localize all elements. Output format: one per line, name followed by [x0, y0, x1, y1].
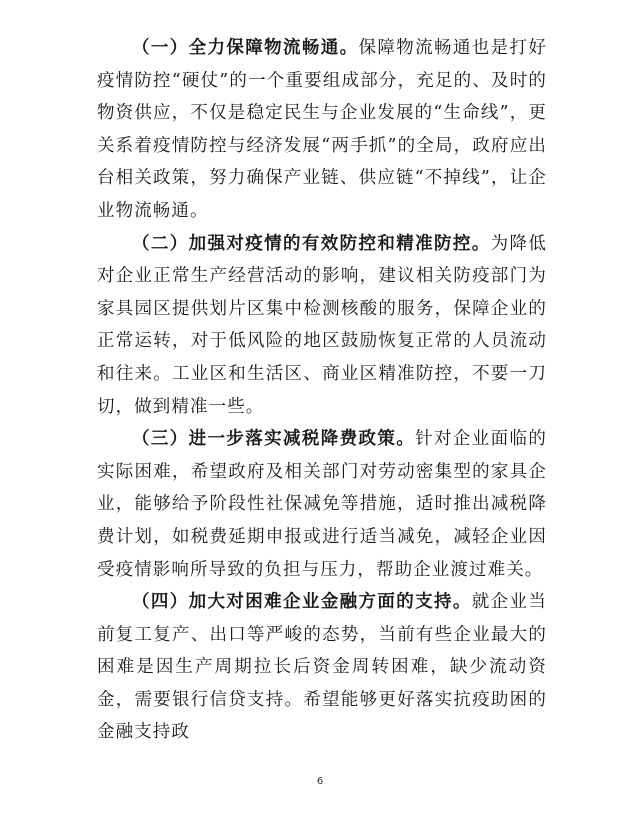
paragraph-text: 为降低对企业正常生产经营活动的影响，建议相关防疫部门为家具园区提供划片区集中检测核酸的服务，保障企业的正常运转，对于低风险的地区鼓励恢复正常的人员流动和往来。工业区和生活区、商业区精准防控，不要一刀切，做到精准一些。 — [97, 233, 547, 417]
paragraph-text: 针对企业面临的实际困难，希望政府及相关部门对劳动密集型的家具企业，能够给予阶段性社保减免等措施，适时推出减税降费计划，如税费延期申报或进行适当减免，减轻企业因受疫情影响所导致的负担与压力，帮助企业渡过难关。 — [97, 429, 547, 580]
paragraph-financial-support — [97, 586, 547, 749]
paragraph-heading: （三）进一步落实减税降费政策。 — [132, 429, 416, 450]
paragraph-tax-reduction — [97, 423, 547, 586]
paragraph-text: 保障物流畅通也是打好疫情防控“硬仗”的一个重要组成部分，充足的、及时的物资供应，不仅是稳定民生与企业发展的“生命线”，更关系着疫情防控与经济发展“两手抓”的全局，政府应出台相关政策，努力确保产业链、供应链“不掉线”，让企业物流畅通。 — [97, 38, 547, 221]
paragraph-heading: （四）加大对困难企业金融方面的支持。 — [132, 592, 472, 613]
paragraph-logistics — [97, 32, 547, 228]
paragraph-text: 就企业当前复工复产、出口等严峻的态势，当前有些企业最大的困难是因生产周期拉长后资金周转困难，缺少流动资金，需要银行信贷支持。希望能够更好落实抗疫助困的金融支持政 — [97, 592, 547, 743]
paragraph-heading: （二）加强对疫情的有效防控和精准防控。 — [132, 233, 491, 254]
paragraph-heading: （一）全力保障物流畅通。 — [132, 38, 359, 58]
paragraph-epidemic-control — [97, 228, 547, 424]
document-body — [97, 32, 547, 749]
page-number: 6 — [316, 776, 324, 787]
